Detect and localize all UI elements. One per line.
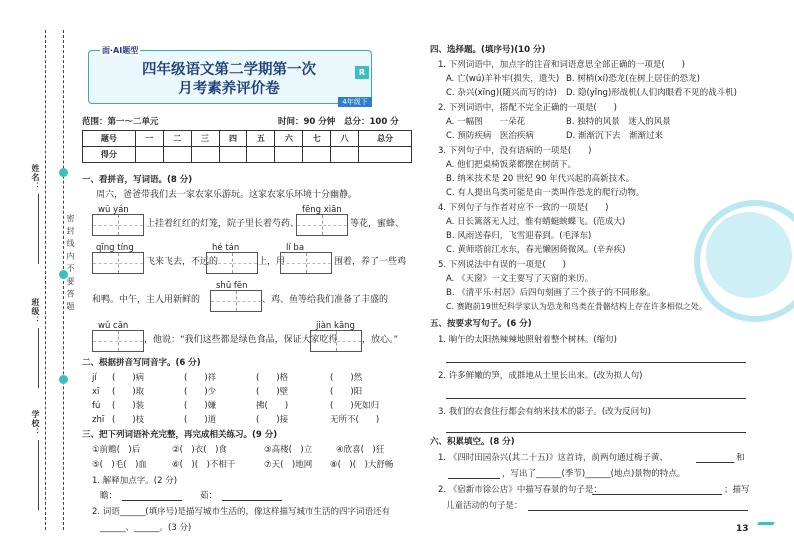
option-c[interactable]: C. 赛跑前19世纪科学家认为恐龙和鸟类在骨骼结构上存在许多相似之处。 xyxy=(446,302,707,311)
answer-line[interactable] xyxy=(528,510,748,511)
answer-line[interactable] xyxy=(446,432,746,433)
q1-line1: 周六，爸爸带我们去一家农家乐游玩。这家农家乐环境十分幽静。 xyxy=(96,190,358,200)
q2-title: 二、根据拼音写同音字。(6 分) xyxy=(82,358,201,368)
fill-blank[interactable]: ( )少 xyxy=(184,387,217,397)
table-cell: 七 xyxy=(303,131,331,147)
q4-title: 四、选择题。(填序号)(10 分) xyxy=(430,45,546,55)
seal-line-inner xyxy=(63,30,64,530)
fill-blank[interactable]: ( )病 xyxy=(112,373,145,383)
brand-logo: 面·AI题型 xyxy=(102,46,139,55)
exam-scope: 范围：第一～二单元 xyxy=(82,117,159,127)
fill-blank[interactable]: ③高楼( )立 xyxy=(264,445,313,455)
answer-line[interactable] xyxy=(446,398,746,399)
option-b[interactable]: B. 树梢(xí)恐龙(在树上居住的恐龙) xyxy=(566,74,700,84)
q1-line2a: 上挂着红红的灯笼，院子里长着芍药、 xyxy=(146,219,300,229)
score-cell[interactable] xyxy=(275,147,303,163)
answer-line[interactable] xyxy=(592,494,722,495)
pinyin-grid[interactable] xyxy=(92,252,144,274)
score-cell[interactable] xyxy=(135,147,163,163)
q3-sub1-a: 瞻： xyxy=(100,491,118,501)
fill-blank[interactable]: ( )嫌 xyxy=(184,401,217,411)
q1-line4b: 、鸡、鱼等给我们准备了丰盛的 xyxy=(262,295,389,305)
score-header-row xyxy=(83,131,412,147)
pinyin-label: jiàn kāng xyxy=(316,321,355,331)
grade-tag: 4年级下 xyxy=(338,97,372,107)
fill-blank[interactable]: ( )死如归 xyxy=(330,401,380,411)
score-cell[interactable] xyxy=(163,147,191,163)
table-cell: 四 xyxy=(219,131,247,147)
fill-blank[interactable]: 拂( ) xyxy=(256,401,289,411)
exam-title-line1: 四年级语文第二学期第一次 xyxy=(142,62,316,78)
fill-blank[interactable]: ( )装 xyxy=(112,401,145,411)
q6-item2a: 2. 《宿新市徐公店》中描写春景的句子是： xyxy=(438,485,602,495)
option-d[interactable]: D. 渐渐沉下去 渐渐过来 xyxy=(566,131,663,141)
score-cell[interactable] xyxy=(331,147,359,163)
q6-item1c: ，写出了______(季节)______(地点)景物的特点。 xyxy=(502,469,686,479)
pinyin-grid[interactable] xyxy=(92,214,144,236)
school-label: 学校： xyxy=(31,410,40,437)
q6-item1b: 和 xyxy=(736,453,745,463)
answer-line[interactable] xyxy=(222,500,282,501)
pinyin-label: xī xyxy=(92,387,100,397)
q5-item3: 3. 我们的衣食住行都会有纳米技术的影子。(改为反问句) xyxy=(438,407,651,417)
table-cell: 五 xyxy=(247,131,275,147)
fill-blank[interactable]: ②( )衣( )食 xyxy=(172,445,227,455)
table-cell: 二 xyxy=(163,131,191,147)
option-a[interactable]: A. 一幅图 一朵花 xyxy=(446,117,526,127)
q3-title: 三、把下列词语补充完整，再完成相关练习。(9 分) xyxy=(82,430,278,440)
fill-blank[interactable]: ⑦天( )地网 xyxy=(264,460,313,470)
table-cell: 六 xyxy=(275,131,303,147)
answer-line[interactable] xyxy=(122,500,182,501)
q6-item1a: 1. 《四时田园杂兴(其二十五)》这首诗，前两句通过梅子黄、 xyxy=(438,453,668,463)
edition-badge: R xyxy=(355,66,369,79)
q1-line3c: 围着，养了一些鸡 xyxy=(334,257,407,267)
table-cell: 三 xyxy=(191,131,219,147)
option-b[interactable]: B. 《清平乐·村居》后四句刻画了三个孩子的不同形象。 xyxy=(446,288,656,298)
pinyin-label: hé tán xyxy=(212,243,240,253)
answer-line[interactable] xyxy=(448,478,500,479)
fill-blank[interactable]: ( )祥 xyxy=(184,373,217,383)
q1-line5a: ，他说：“我们这些都是绿色食品，保证大家吃得 xyxy=(144,335,338,345)
q6-item2b: ；描写 xyxy=(724,485,750,495)
q3-sub1-b: 茹： xyxy=(200,491,218,501)
q1-line3a: 飞来飞去，不远的 xyxy=(146,257,219,267)
option-b[interactable]: B. 风雨送春归，飞雪迎春到。(毛泽东) xyxy=(446,231,592,241)
pinyin-label: lí ba xyxy=(286,243,305,253)
table-cell: 得分 xyxy=(83,147,136,163)
fill-blank[interactable]: ( )格 xyxy=(256,373,289,383)
option-a[interactable]: A. 他们把桌椅饭菜都摆在树荫下。 xyxy=(446,160,577,170)
fill-blank[interactable]: ( )枝 xyxy=(112,415,145,425)
fill-blank[interactable]: ( )取 xyxy=(112,387,145,397)
q4-item5: 5. 下列说法中有误的一项是( ) xyxy=(438,260,566,270)
pinyin-grid[interactable] xyxy=(296,214,348,236)
fill-blank[interactable]: ( )道 xyxy=(184,415,217,425)
exam-time: 时间：90 分钟 xyxy=(278,117,336,127)
class-blank xyxy=(38,328,39,388)
seal-dot xyxy=(59,168,68,177)
answer-line[interactable] xyxy=(446,362,746,363)
fill-blank[interactable]: ( )阳 xyxy=(330,387,363,397)
pinyin-grid[interactable] xyxy=(280,252,332,274)
option-b[interactable]: B. 独特的风景 迷人的风景 xyxy=(566,117,671,127)
q3-sub1: 1. 解释加点字。(2 分) xyxy=(92,476,178,486)
name-blank xyxy=(38,194,39,264)
fill-blank[interactable]: ( )壁 xyxy=(256,387,289,397)
score-cell[interactable] xyxy=(303,147,331,163)
q4-item2: 2. 下列词语中，搭配不完全正确的一项是( ) xyxy=(438,103,617,113)
q5-item1: 1. 晌午的太阳热辣辣地照射着整个树林。(缩句) xyxy=(438,335,617,345)
pinyin-label: shū fēn xyxy=(216,281,248,291)
score-cell[interactable] xyxy=(219,147,247,163)
name-label: 姓名： xyxy=(31,164,40,191)
pinyin-grid[interactable] xyxy=(210,290,262,312)
score-cell[interactable] xyxy=(359,147,412,163)
fill-blank[interactable]: ⑥( )( )不相干 xyxy=(172,460,236,470)
q5-item2: 2. 许多鲜嫩的笋，成群地从土里长出来。(改为拟人句) xyxy=(438,371,643,381)
pinyin-label: fēng xiān xyxy=(302,205,342,215)
answer-line[interactable] xyxy=(696,462,734,463)
pinyin-label: wǔ cān xyxy=(98,321,129,331)
fill-blank[interactable]: ①前赡( )后 xyxy=(92,445,141,455)
q3-sub2-b: ______、______。(3 分) xyxy=(100,523,192,533)
pinyin-label: qīng tíng xyxy=(96,243,134,253)
seal-notice: 密 封 线 内 不 要 答 题 xyxy=(66,214,75,311)
q1-line2b: 等花，蜜蜂、 xyxy=(350,219,405,229)
score-table xyxy=(82,130,412,163)
option-a[interactable]: A. 《天窗》一文主要写了天窗的来历。 xyxy=(446,274,594,284)
option-c[interactable]: C. 杂兴(xīng)(随兴而写的诗) xyxy=(446,88,557,98)
fill-blank[interactable]: 无所不( ) xyxy=(330,415,380,425)
score-value-row xyxy=(83,147,412,163)
fill-blank[interactable]: ④欣喜( )狂 xyxy=(336,445,385,455)
q1-line4a: 和鸭。中午，主人用新鲜的 xyxy=(92,295,201,305)
q6-item2c: 儿童活动的句子是： xyxy=(446,501,523,511)
pinyin-grid[interactable] xyxy=(206,252,258,274)
q1-line5b: ，放心。” xyxy=(362,335,399,345)
watermark-disc xyxy=(706,212,792,298)
seal-dot xyxy=(59,375,68,384)
exam-total: 总分：100 分 xyxy=(344,117,399,127)
q1-title: 一、看拼音，写词语。(8 分) xyxy=(82,175,193,185)
seal-line-outer xyxy=(45,30,46,530)
pinyin-label: jí xyxy=(92,373,97,383)
pinyin-grid[interactable] xyxy=(92,330,144,352)
fill-blank[interactable]: ( )然 xyxy=(330,373,363,383)
q5-title: 五、按要求写句子。(6 分) xyxy=(430,319,532,329)
q4-item3: 3. 下列句子中，没有语病的一项是( ) xyxy=(438,146,592,156)
q4-item4: 4. 下列句子与作者对应不一致的一项是( ) xyxy=(438,203,609,213)
chevron-decor-icon xyxy=(751,522,775,535)
table-cell: 总分 xyxy=(359,131,412,147)
q3-sub2: 2. 词语______(填序号)是描写城市生活的，像这样描写城市生活的四字词语还有 xyxy=(92,507,390,517)
option-a[interactable]: A. 日长篱落无人过，惟有蜻蜓蛱蝶飞。(范成大) xyxy=(446,217,626,227)
table-cell: 一 xyxy=(135,131,163,147)
score-cell[interactable] xyxy=(247,147,275,163)
q1-line3b: 上，用 xyxy=(258,257,286,267)
option-a[interactable]: A. 亡(wú)羊补牢(损失，遗失) xyxy=(446,74,560,84)
score-cell[interactable] xyxy=(191,147,219,163)
exam-title-line2: 月考素养评价卷 xyxy=(178,81,280,97)
school-blank xyxy=(38,440,39,510)
q4-item1: 1. 下列词语中，加点字的注音和词语意思全部正确的一项是( ) xyxy=(438,60,685,70)
option-d[interactable]: D. 隐(yǐng)形战机(人们肉眼看不见的战斗机) xyxy=(566,88,737,98)
pinyin-label: zhī xyxy=(92,415,105,425)
q6-title: 六、积累填空。(8 分) xyxy=(430,437,515,447)
fill-blank[interactable]: ⑤( )毛( )血 xyxy=(92,460,147,470)
pinyin-grid[interactable] xyxy=(310,330,362,352)
option-c[interactable]: C. 黄师塔前江水东，春光懒困倚微风。(辛弃疾) xyxy=(446,245,626,255)
option-c[interactable]: C. 有人提出鸟类可能是由一类叫作恐龙的爬行动物。 xyxy=(446,188,645,198)
class-label: 班级： xyxy=(31,298,40,325)
pinyin-label: wū yán xyxy=(98,205,129,215)
pinyin-label: fú xyxy=(92,401,101,411)
fill-blank[interactable]: ⑧( )( )大舒畅 xyxy=(330,460,394,470)
option-b[interactable]: B. 纳米技术是 20 世纪 90 年代兴起的高新技术。 xyxy=(446,174,635,184)
table-cell: 题号 xyxy=(83,131,136,147)
fill-blank[interactable]: ( )接 xyxy=(256,415,289,425)
page-number: 13 xyxy=(736,524,749,534)
option-c[interactable]: C. 预防疾病 医治疾病 xyxy=(446,131,534,141)
table-cell: 八 xyxy=(331,131,359,147)
